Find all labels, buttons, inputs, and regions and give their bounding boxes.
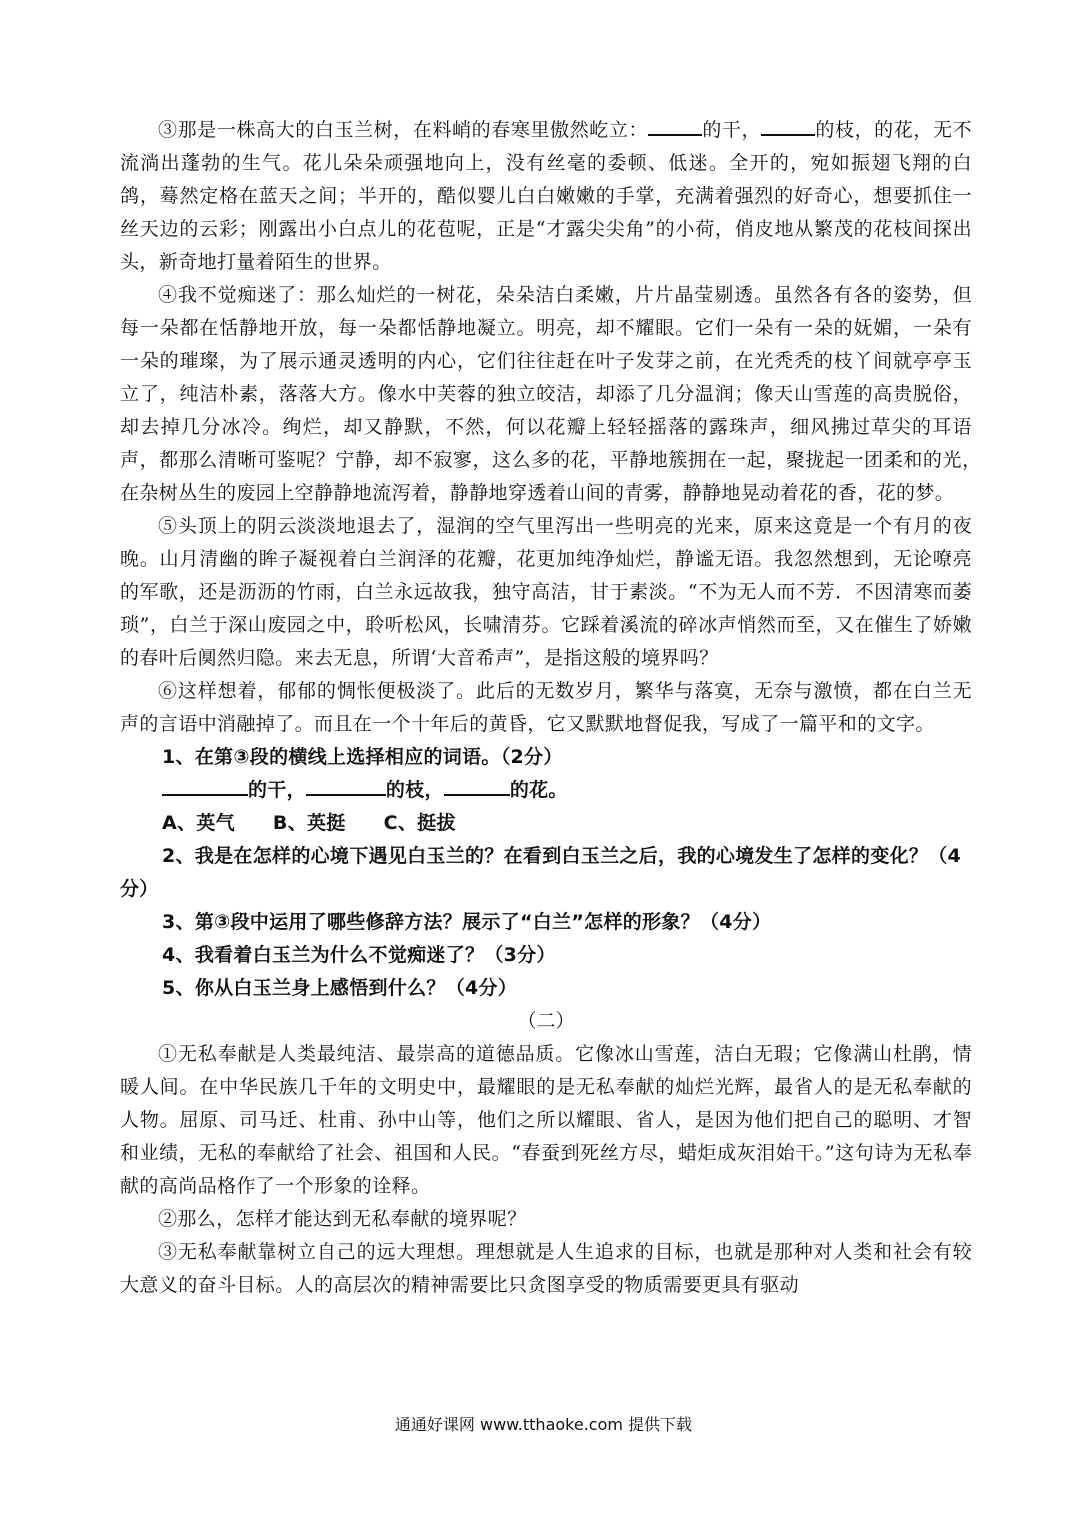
option-a: A、英气 — [162, 812, 235, 834]
passage1-paragraph-4: ④我不觉痴迷了：那么灿烂的一树花，朵朵洁白柔嫩，片片晶莹剔透。虽然各有各的姿势，但每一朵都在恬静地开放，每一朵都恬静地凝立。明亮，却不耀眼。它们一朵有一朵的妩媚，一朵有一朵的璀璨，为了展示通灵透明的内心，它们往往赶在叶子发芽之前，在光秃秃的枝丫间就亭亭玉立了，纯洁朴素，落落大方。像水中芙蓉的独立皎洁，却添了几分温润；像天山雪莲的高贵脱俗，却去掉几分冰冷。绚烂，却又静默，不然，何以花瓣上轻轻摇落的露珠声，细风拂过草尖的耳语声，都那么清晰可鉴呢？宁静，却不寂寥，这么多的花，平静地簇拥在一起，聚拢起一团柔和的光， 在杂树丛生的废园上空静静地流泻着，静静地穿透着山间的青雾，静静地晃动着花的香，花的梦。 — [120, 284, 992, 504]
paragraph-text: 的枝，的花，无不流淌出蓬勃的生气。花儿朵朵顽强地向上，没有丝毫的委顿、低迷。全开的，宛如振翅飞翔的白鸽，蓦然定格在蓝天之间；半开的，酷似婴儿白白嫩嫩的手掌，充满着强烈的好奇心，想要抓住一丝天边的云彩；刚露出小白点儿的花苞呢，正是“才露尖尖角”的小荷，俏皮地从繁茂的花枝间探出头，新奇地打量着陌生的世界。 — [120, 119, 972, 273]
question-1-fill-line — [120, 774, 972, 807]
fill-text: 的花。 — [509, 779, 568, 801]
question-2: 2、我是在怎样的心境下遇见白玉兰的？在看到白玉兰之后，我的心境发生了怎样的变化？（4分） — [120, 845, 962, 900]
question-1-options — [120, 807, 972, 840]
passage1-paragraph-5: ⑤头顶上的阴云淡淡地退去了，湿润的空气里泻出一些明亮的光来，原来这竟是一个有月的夜晚。山月清幽的眸子凝视着白兰润泽的花瓣，花更加纯净灿烂，静谧无语。我忽然想到，无论嘹亮的军歌，还是沥沥的竹雨，白兰永远故我，独守高洁，甘于素淡。“不为无人而不芳．不因清寒而萎琐”，白兰于深山废园之中，聆听松风，长啸清芬。它踩着溪流的碎冰声悄然而至，又在催生了娇嫩的春叶后阒然归隐。来去无息，所谓‘大音希声”，是指这般的境界吗？ — [120, 515, 972, 669]
fill-text: 的枝， — [385, 779, 444, 801]
question-4: 4、我看着白玉兰为什么不觉痴迷了？（3分） — [162, 944, 556, 966]
answer-blank — [761, 114, 815, 136]
answer-blank — [306, 774, 386, 796]
document-page — [120, 114, 992, 1302]
question-5: 5、你从白玉兰身上感悟到什么？（4分） — [162, 977, 518, 999]
passage1-paragraph-6: ⑥这样想着，郁郁的惆怅便极淡了。此后的无数岁月，繁华与落寞，无奈与激愤，都在白兰无声的言语中消融掉了。而且在一个十年后的黄昏，它又默默地督促我，写成了一篇平和的文字。 — [120, 680, 972, 735]
option-b: B、英挺 — [272, 812, 346, 834]
answer-blank — [444, 774, 510, 796]
passage2-paragraph-1: ①无私奉献是人类最纯洁、最崇高的道德品质。它像冰山雪莲，洁白无瑕；它像满山杜鹃，情暖人间。在中华民族几千年的文明史中，最耀眼的是无私奉献的灿烂光辉，最省人的是无私奉献的人物。屈原、司马迁、杜甫、孙中山等，他们之所以耀眼、省人，是因为他们把自己的聪明、才智和业绩，无私的奉献给了社会、祖国和人民。“春蚕到死丝方尽，蜡炬成灰泪始干。”这句诗为无私奉献的高尚品格作了一个形象的诠释。 — [120, 1043, 972, 1197]
fill-text: 的干， — [248, 779, 306, 801]
question-1: 1、在第③段的横线上选择相应的词语。（2分） — [162, 746, 563, 768]
paragraph-text: ③那是一株高大的白玉兰树，在料峭的春寒里傲然屹立： — [158, 119, 649, 141]
passage1-paragraph-3 — [120, 114, 972, 279]
answer-blank — [648, 114, 702, 136]
page-footer: 通通好课网 www.tthaoke.com 提供下载 — [394, 1415, 693, 1434]
option-c: C、挺拔 — [383, 812, 456, 834]
paragraph-text: 的干， — [702, 119, 762, 141]
passage2-paragraph-3: ③无私奉献靠树立自己的远大理想。理想就是人生追求的目标，也就是那种对人类和社会有较大意义的奋斗目标。人的高层次的精神需要比只贪图享受的物质需要更具有驱动 — [120, 1241, 972, 1296]
passage2-paragraph-2: ②那么，怎样才能达到无私奉献的境界呢？ — [158, 1208, 527, 1230]
section-title: （二） — [517, 1010, 575, 1032]
answer-blank — [162, 774, 248, 796]
question-3: 3、第③段中运用了哪些修辞方法？展示了“白兰”怎样的形象？（4分） — [162, 911, 772, 933]
